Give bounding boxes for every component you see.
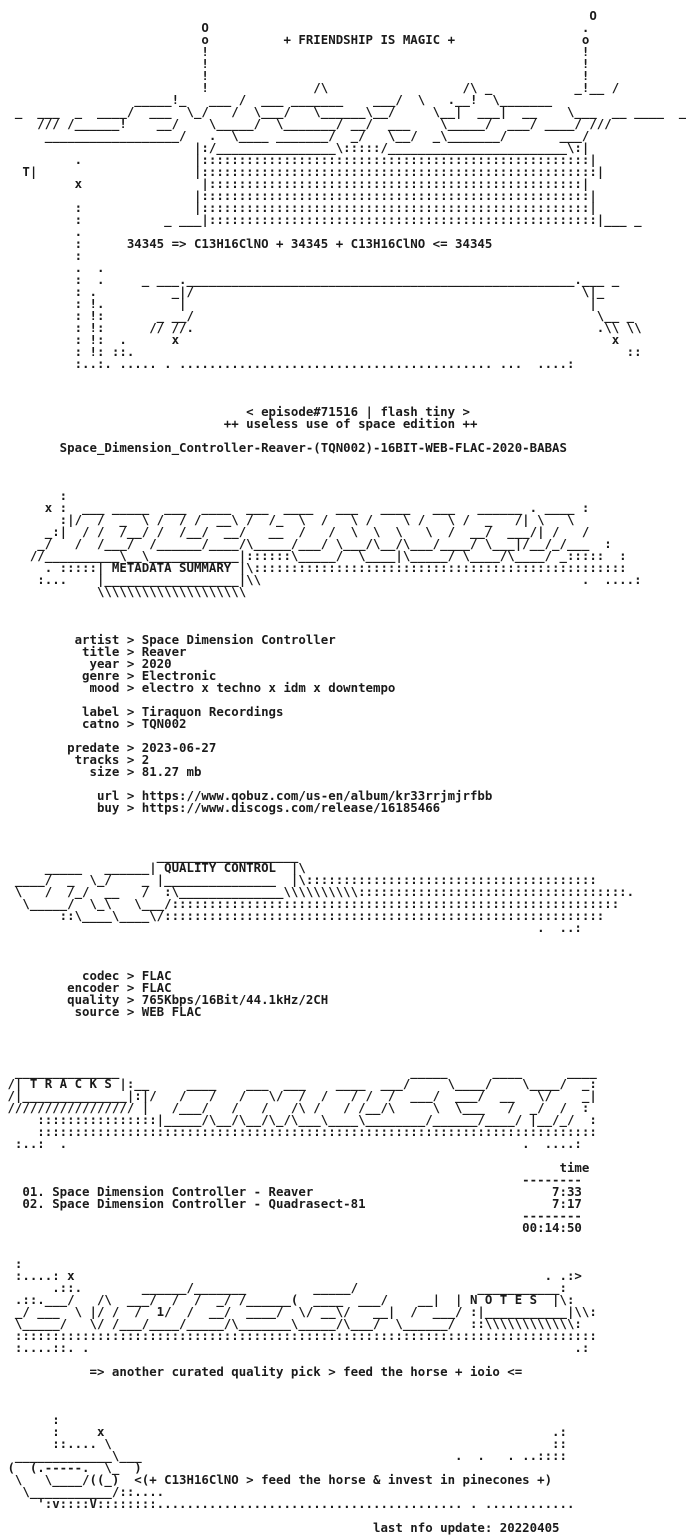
nfo-line: :... |__________________|\\ . ....: xyxy=(0,572,642,587)
nfo-line: ___________________ xyxy=(0,848,299,863)
nfo-line: _:| / / /__/ / /__/ __/ __ / / \ \ \ \ / __/ ___/| / / xyxy=(0,524,590,539)
nfo-line: title > Reaver xyxy=(0,644,187,659)
nfo-line: ! ! xyxy=(0,68,590,83)
nfo-line: /|______________|:|/ / / / \/ / / / / / ___/ ___/ __ \/ _| xyxy=(0,1088,597,1103)
nfo-line: :....::. . .: xyxy=(0,1340,590,1355)
nfo-line: x : ___ _____ ___ ____ ___ ____ ___ ____ ___ ______ . ____ : xyxy=(0,500,590,515)
nfo-line: :::::::::::::::::::::::::::::::::::::::::::::::::::::::::::::::::::::::::::::: xyxy=(0,1328,597,1343)
nfo-line: __________________/ . \____ _______/ _/ \__/ _\_______/ ___/ xyxy=(0,128,590,143)
nfo-line: . . xyxy=(0,260,105,275)
nfo-line: -------- xyxy=(0,1172,582,1187)
nfo-line: ':v::::V::::::::......................................... . ............ xyxy=(0,1496,575,1511)
nfo-line: : . _ ___.____________________________________________________.___ _ xyxy=(0,272,620,287)
nfo-line: :|/ / _ \ / / / __\ / /_ \ / \ / \ / \ / _ /| \ \ xyxy=(0,512,575,527)
nfo-line: quality > 765Kbps/16Bit/44.1kHz/2CH xyxy=(0,992,329,1007)
nfo-line: :..: . . ....: xyxy=(0,1136,582,1151)
nfo-line: \_____/ \_\ \___/:::::::::::::::::::::::::::::::::::::::::::::::::::::::::::: xyxy=(0,896,620,911)
nfo-line: :..:. ..... . .......................................... ... ....: xyxy=(0,356,575,371)
nfo-line: \_____/ \/ /___/____/_____/\_______\_____/\___/ \______/ ::\\\\\\\\\\\\: xyxy=(0,1316,582,1331)
nfo-line: _____________\___ . . . ..:::: xyxy=(0,1448,567,1463)
nfo-line: ::\____\____\/::::::::::::::::::::::::::::::::::::::::::::::::::::::::::: xyxy=(0,908,605,923)
nfo-line: encoder > FLAC xyxy=(0,980,172,995)
nfo-line: ____/ _ \_/ _ |_______________ |\::::::::::::::::::::::::::::::::::::::: xyxy=(0,872,597,887)
nfo-line: time xyxy=(0,1160,590,1175)
nfo-line: : xyxy=(0,1412,60,1427)
nfo-line: :....: x . .:> xyxy=(0,1268,582,1283)
nfo-line: predate > 2023-06-27 xyxy=(0,740,217,755)
nfo-line: label > Tiraquon Recordings xyxy=(0,704,284,719)
nfo-line: : xyxy=(0,1256,23,1271)
nfo-line: T| |:::::::::::::::::::::::::::::::::::::::::::::::::::::| xyxy=(0,164,605,179)
nfo-line: : |::::::::::::::::::::::::::::::::::::::::::::::::::::| xyxy=(0,200,597,215)
nfo-line: source > WEB FLAC xyxy=(0,1004,202,1019)
nfo-line: ______________ _____ ____ ____ xyxy=(0,1064,597,1079)
nfo-line: codec > FLAC xyxy=(0,968,172,983)
nfo-line: . ..: xyxy=(0,920,582,935)
nfo-line: catno > TQN002 xyxy=(0,716,187,731)
nfo-line: : !: // //. .\\ \\ xyxy=(0,320,642,335)
nfo-line: genre > Electronic xyxy=(0,668,217,683)
nfo-line: Space_Dimension_Controller-Reaver-(TQN002)-16BIT-WEB-FLAC-2020-BABAS xyxy=(0,440,567,455)
nfo-line: _____!_ ___ / ___ _______ ___/ \ .__! \_______ xyxy=(0,92,553,107)
nfo-line: : !: ::. :: xyxy=(0,344,642,359)
nfo-line: last nfo update: 20220405 xyxy=(0,1520,560,1535)
nfo-line: _____ ______| QUALITY CONTROL |\ xyxy=(0,860,306,875)
nfo-line: ( (.-----. \_ ) xyxy=(0,1460,142,1475)
nfo-line: : !. | | xyxy=(0,296,597,311)
nfo-line: 01. Space Dimension Controller - Reaver 7:33 xyxy=(0,1184,582,1199)
nfo-line: 00:14:50 xyxy=(0,1220,582,1235)
nfo-line: \ / /_/ __ / :\______________\\\\\\\\\\::::::::::::::::::::::::::::::::::::. xyxy=(0,884,635,899)
nfo-line: : !: _ __/ \__ _ xyxy=(0,308,635,323)
nfo-line: |:/________________\:::::/________________________\:| xyxy=(0,140,590,155)
nfo-line: ::.... \ :: xyxy=(0,1436,567,1451)
nfo-line: => another curated quality pick > feed the horse + ioio <= xyxy=(0,1364,523,1379)
nfo-line: tracks > 2 xyxy=(0,752,150,767)
nfo-line: : 34345 => C13H16ClNO + 34345 + C13H16ClNO <= 34345 xyxy=(0,236,493,251)
nfo-line: .::.___/ /\ ___/ / / _/ /______( ____ ___/ __| | N O T E S |\: xyxy=(0,1292,575,1307)
nfo-line: x |::::::::::::::::::::::::::::::::::::::::::::::::::| xyxy=(0,176,590,191)
nfo-line: ::::::::::::::::::::::::::::::::::::::::::::::::::::::::::::::::::::::::::: xyxy=(0,1124,597,1139)
nfo-line: url > https://www.qobuz.com/us-en/album/kr33rrjmjrfbb xyxy=(0,788,493,803)
nfo-line: ! /\ /\ _ _!__ / xyxy=(0,80,620,95)
nfo-line: . xyxy=(0,224,83,239)
nfo-line: : . _|/ \|_ xyxy=(0,284,605,299)
nfo-line: //__________\__\____________|::::::\_____/ \____|\_____/ \____/\____/ _::::: : xyxy=(0,548,627,563)
nfo-line: ::::::::::::::::|_____/\__/\__/\_/\___\____\________/______/____/ |__/_/ : xyxy=(0,1112,597,1127)
nfo-line: : xyxy=(0,488,68,503)
nfo-line: ! ! xyxy=(0,56,590,71)
nfo-line: 02. Space Dimension Controller - Quadrasect-81 7:17 xyxy=(0,1196,582,1211)
nfo-line: |::::::::::::::::::::::::::::::::::::::::::::::::::::| xyxy=(0,188,597,203)
nfo-line: size > 81.27 mb xyxy=(0,764,202,779)
nfo-line: ++ useless use of space edition ++ xyxy=(0,416,478,431)
nfo-line: year > 2020 xyxy=(0,656,172,671)
nfo-line: : _ ___|::::::::::::::::::::::::::::::::::::::::::::::::::::|___ _ xyxy=(0,212,642,227)
nfo-line: . :::::| METADATA SUMMARY |\:::::::::::::::::::::::::::::::::::::::::::::::::: xyxy=(0,560,627,575)
nfo-line: -------- xyxy=(0,1208,582,1223)
nfo-line: ! ! xyxy=(0,44,590,59)
nfo-line: \\\\\\\\\\\\\\\\\\\\ xyxy=(0,584,247,599)
nfo-line: artist > Space Dimension Controller xyxy=(0,632,336,647)
nfo-line: _/ / /___/ /______/____/\_____/___/ \___/\__/\___/____/ \___|/__/_/___ : xyxy=(0,536,612,551)
nfo-line: \ \____/((_) <(+ C13H16ClNO > feed the horse & invest in pinecones +) xyxy=(0,1472,553,1487)
nfo-line: .::. ______/_______ _____/ ___________: xyxy=(0,1280,567,1295)
nfo-line: O . xyxy=(0,20,590,35)
nfo-line: o + FRIENDSHIP IS MAGIC + o xyxy=(0,32,590,47)
nfo-line: : x .: xyxy=(0,1424,567,1439)
nfo-line: /| T R A C K S |:__ ____ ___ ___ ____ ___/ \____/ \____/ _: xyxy=(0,1076,597,1091)
nfo-line: buy > https://www.discogs.com/release/16185466 xyxy=(0,800,441,815)
nfo-line: O xyxy=(0,8,597,23)
nfo-line: ///////////////// | /___/ / / /\ / / /__/\ \ \___ / _/ / : xyxy=(0,1100,590,1115)
nfo-line: \___________/::.... xyxy=(0,1484,165,1499)
nfo-line: _ ___ _ ____/ ___ \_/ / \___/ \______\__/ \__| ___| __ \___ __ ____ _ xyxy=(0,104,686,119)
nfo-line: _/ ___ \ |/ / / 1/ / __/ ____/ \/ __\/ __| / ___/ :|___________|\\: xyxy=(0,1304,597,1319)
nfo-line: : xyxy=(0,248,83,263)
nfo-line: < episode#71516 | flash tiny > xyxy=(0,404,470,419)
nfo-line: /// /______! __/ \_____/ \_______/ __/ ___ \_____/ ___/ ____/ /// xyxy=(0,116,612,131)
nfo-line: mood > electro x techno x idm x downtempo xyxy=(0,680,396,695)
nfo-line: . |::::::::::::::::::::::::::::::::::::::::::::::::::::| xyxy=(0,152,597,167)
nfo-line: : !: . x x xyxy=(0,332,620,347)
